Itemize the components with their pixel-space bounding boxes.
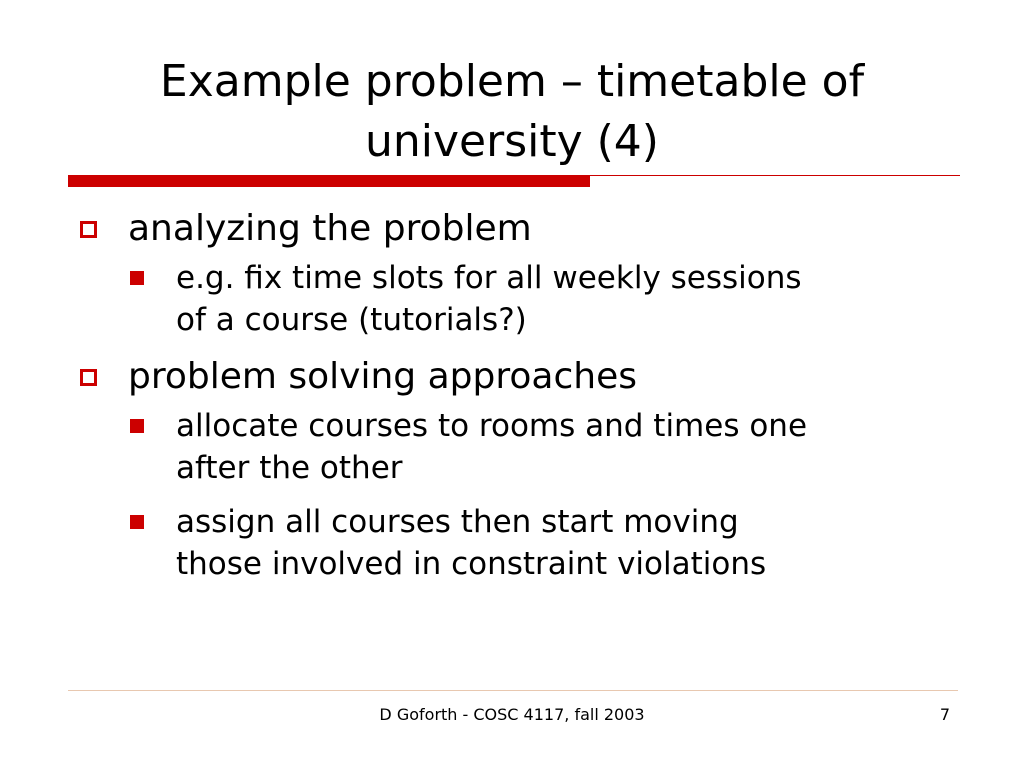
page-number: 7 [939,705,950,724]
filled-square-bullet-icon [130,515,144,529]
sub-bullet-line-1: allocate courses to rooms and times one [176,408,808,444]
filled-square-bullet-icon [130,419,144,433]
slide-title [68,52,956,172]
sub-bullet-allocate [78,405,958,489]
bullet-analyzing [78,205,958,253]
sub-bullet-fix-time-slots [78,257,958,341]
hollow-square-bullet-icon [80,369,97,386]
sub-bullet-line-2: of a course (tutorials?) [176,302,527,338]
sub-bullet-line-2: those involved in constraint violations [176,546,767,582]
bullet-approaches [78,353,958,401]
footer-divider [68,690,958,691]
filled-square-bullet-icon [130,271,144,285]
sub-bullets-approaches [78,405,958,585]
slide-title-line-1: Example problem – timetable of [159,56,865,107]
title-underline-thin [590,175,960,176]
bullet-text: problem solving approaches [128,356,637,397]
footer-credit: D Goforth - COSC 4117, fall 2003 [379,705,645,724]
hollow-square-bullet-icon [80,221,97,238]
sub-bullets-analyzing [78,257,958,341]
sub-bullet-assign [78,501,958,585]
sub-bullet-line-2: after the other [176,450,403,486]
slide-title-line-2: university (4) [365,116,659,167]
title-underline-thick [68,175,590,187]
slide-content [78,205,958,597]
bullet-text: analyzing the problem [128,208,532,249]
sub-bullet-line-1: e.g. fix time slots for all weekly sessions [176,260,802,296]
sub-bullet-line-1: assign all courses then start moving [176,504,739,540]
